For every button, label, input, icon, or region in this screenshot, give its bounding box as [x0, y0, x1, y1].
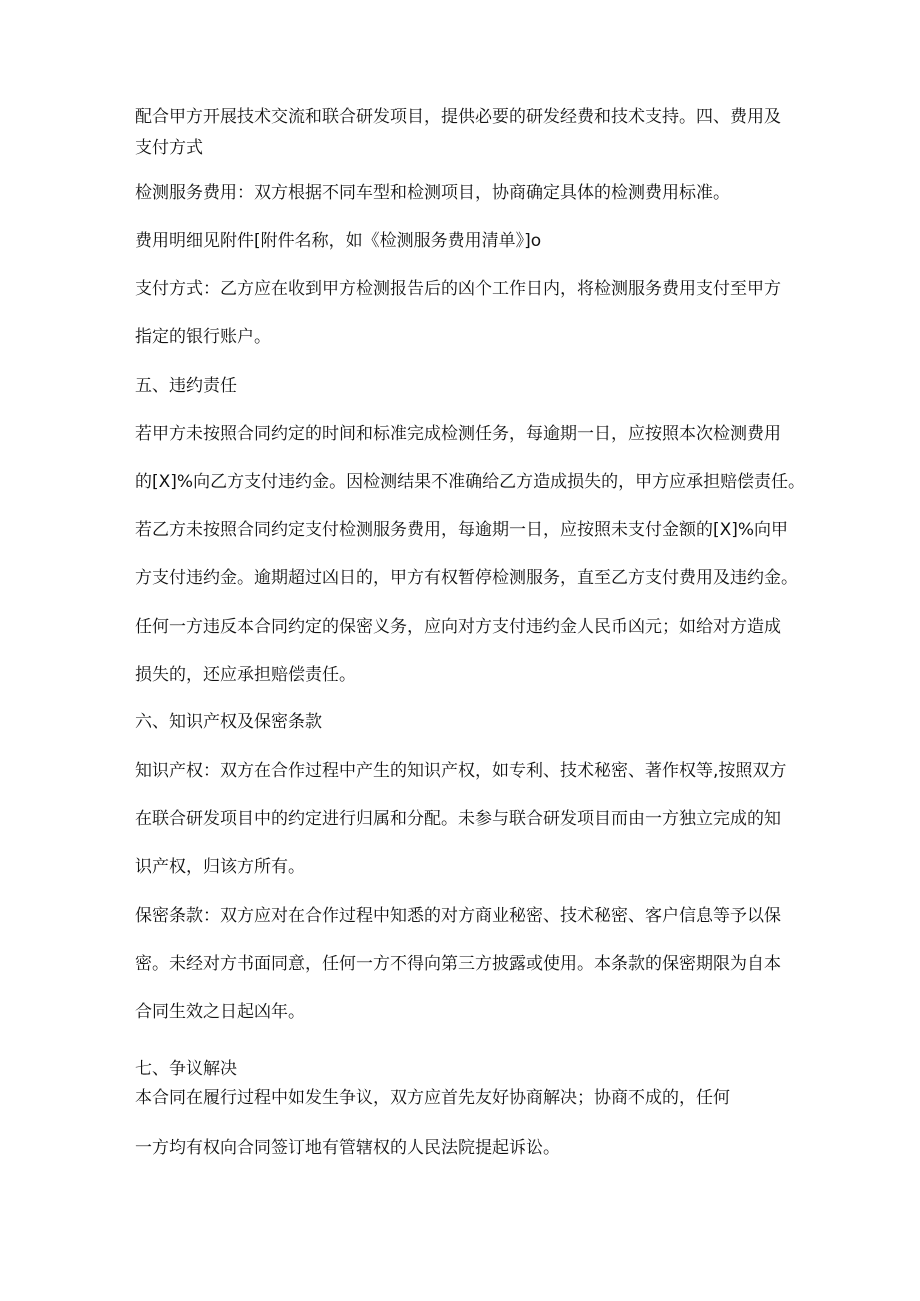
paragraph-line: 密。未经对方书面同意，任何一方不得向第三方披露或使用。本条款的保密期限为自本: [135, 954, 781, 974]
paragraph-line: 配合甲方开展技术交流和联合研发项目，提供必要的研发经费和技术支持。四、费用及: [135, 107, 781, 127]
paragraph-line: 费用明细见附件[附件名称，如《检测服务费用清单》]o: [135, 231, 542, 251]
paragraph-line: 一方均有权向合同签订地有管辖权的人民法院提起诉讼。: [135, 1138, 560, 1158]
paragraph-line: 方支付违约金。逾期超过凶日的，甲方有权暂停检测服务，直至乙方支付费用及违约金。: [135, 568, 798, 588]
paragraph-line: 识产权，归该方所有。: [135, 857, 305, 877]
paragraph-line: 在联合研发项目中的约定进行归属和分配。未参与联合研发项目而由一方独立完成的知: [135, 809, 781, 829]
paragraph-line: 损失的，还应承担赔偿责任。: [135, 665, 356, 685]
paragraph-line: 支付方式: [135, 138, 203, 158]
paragraph-line: 的[X]%向乙方支付违约金。因检测结果不准确给乙方造成损失的，甲方应承担赔偿责任。: [135, 472, 806, 492]
section-heading: 七、争议解决: [135, 1059, 237, 1079]
paragraph-line: 检测服务费用：双方根据不同车型和检测项目，协商确定具体的检测费用标准。: [135, 183, 730, 203]
paragraph-line: 支付方式：乙方应在收到甲方检测报告后的凶个工作日内，将检测服务费用支付至甲方: [135, 279, 781, 299]
paragraph-line: 合同生效之日起凶年。: [135, 1002, 305, 1022]
paragraph-line: 保密条款：双方应对在合作过程中知悉的对方商业秘密、技术秘密、客户信息等予以保: [135, 906, 781, 926]
paragraph-line: 本合同在履行过程中如发生争议，双方应首先友好协商解决；协商不成的，任何: [135, 1088, 730, 1108]
paragraph-line: 知识产权：双方在合作过程中产生的知识产权，如专利、技术秘密、著作权等,按照双方: [135, 761, 787, 781]
paragraph-line: 若乙方未按照合同约定支付检测服务费用，每逾期一日，应按照未支付金额的[X]%向甲: [135, 520, 789, 540]
paragraph-line: 若甲方未按照合同约定的时间和标准完成检测任务，每逾期一日，应按照本次检测费用: [135, 424, 781, 444]
paragraph-line: 指定的银行账户。: [135, 327, 271, 347]
section-heading: 五、违约责任: [135, 376, 237, 396]
paragraph-line: 任何一方违反本合同约定的保密义务，应向对方支付违约金人民币凶元；如给对方造成: [135, 617, 781, 637]
section-heading: 六、知识产权及保密条款: [135, 712, 322, 732]
